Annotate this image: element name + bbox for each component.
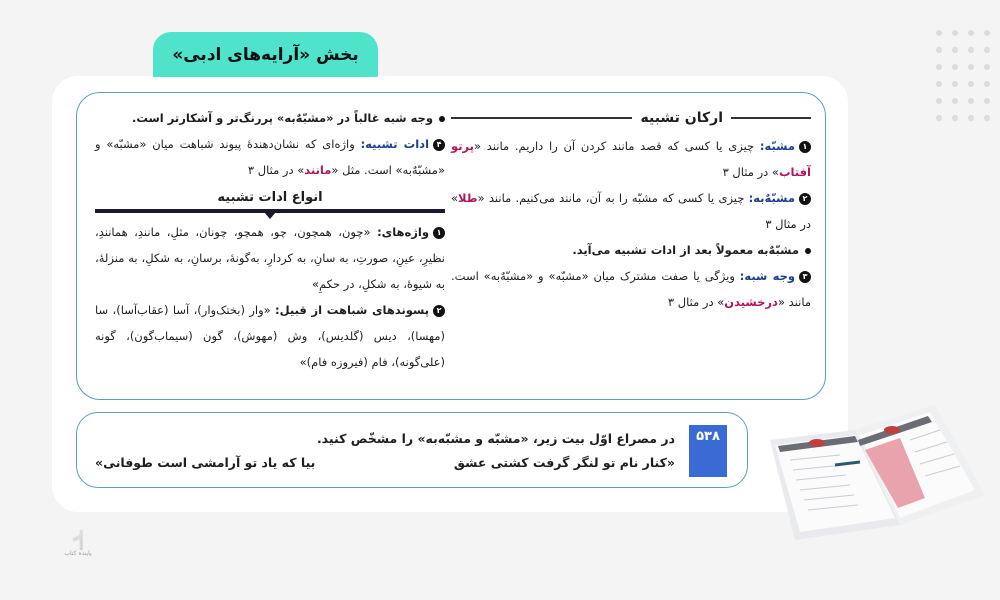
number-badge: ۴ — [433, 139, 445, 151]
item-mushabbah-bih: ۲مشبّهٌ‌به: چیزی یا کسی که مشبّه را به آن، مانند می‌کنیم. مانند «طلا» در مثال ۳ — [451, 191, 811, 231]
item-mushabbah: ۱مشبّه: چیزی یا کسی که قصد مانند کردن آن را داریم. مانند «پرتو آفتاب» در مثال ۳ — [451, 139, 811, 179]
section-tag: بخش «آرایه‌های ادبی» — [153, 32, 378, 77]
question-card — [76, 412, 748, 488]
type-words: ۱واژه‌های: «چون، همچون، چو، همچو، چونان، مثلِ، مانندِ، همانندِ، نظیرِ، عینِ، صورتِ، به سانِ، به کردارِ، به‌گونهٔ، برسانِ، به شکلِ، به منزلهٔ، به شیوهٔ، به شکلِ، در حکمِ» — [95, 225, 445, 291]
right-column — [451, 105, 811, 315]
number-badge: ۲ — [433, 305, 445, 317]
decorative-dot-grid — [936, 30, 990, 121]
publisher-logo: پاینده کتاب — [58, 530, 98, 557]
logo-icon — [70, 530, 86, 550]
number-badge: ۳ — [799, 271, 811, 283]
verse: «کنار نام تو لنگر گرفت کشتی عشق بیا که یاد تو آرامشی است طوفانی» — [95, 455, 675, 470]
number-badge: ۲ — [799, 193, 811, 205]
type-suffixes: ۲پسوندهای شباهت از قبیل: «وار (بختک‌وار)، آسا (عقاب‌آسا)، سا (مهسا)، دیس (گلدیس)، وش (مهوش)، گون (سیماب‌گون)، گونه (علی‌گونه)، فام (فیروزه فام)» — [95, 303, 445, 369]
note: وجه شبه غالباً در «مشبّهٌ‌به» پررنگ‌تر و آشکارتر است. — [95, 105, 445, 131]
heading-rule — [95, 209, 445, 213]
bullet-icon — [805, 248, 811, 254]
number-badge: ۱ — [433, 227, 445, 239]
item-adat: ۴ادات تشبیه: واژه‌ای که نشان‌دهندهٔ پیوند شباهت میان «مشبّه» و «مشبّهٌ‌به» است. مثل «مانند» در مثال ۳ — [95, 137, 445, 177]
note: مشبّهٌ‌به معمولاً بعد از ادات تشبیه می‌آید. — [451, 237, 811, 263]
subsection-heading: انواع ادات تشبیه — [217, 190, 323, 205]
question-prompt: در مصراع اوّل بیت زیر، «مشبّه و مشبّه‌به» را مشخّص کنید. — [316, 431, 675, 446]
bullet-icon — [439, 116, 445, 122]
left-column — [95, 105, 445, 375]
item-wajh-shabah: ۳وجه شبه: ویژگی یا صفت مشترک میان «مشبّه» و «مشبّهٌ‌به» است. مانند «درخشیدن» در مثال ۳ — [451, 269, 811, 309]
question-text — [95, 427, 675, 475]
open-book-image — [760, 390, 985, 540]
number-badge: ۱ — [799, 141, 811, 153]
concept-card — [76, 92, 826, 400]
question-number: ۵۳۸ — [689, 425, 727, 477]
section-heading: ارکان تشبیه — [451, 105, 811, 131]
